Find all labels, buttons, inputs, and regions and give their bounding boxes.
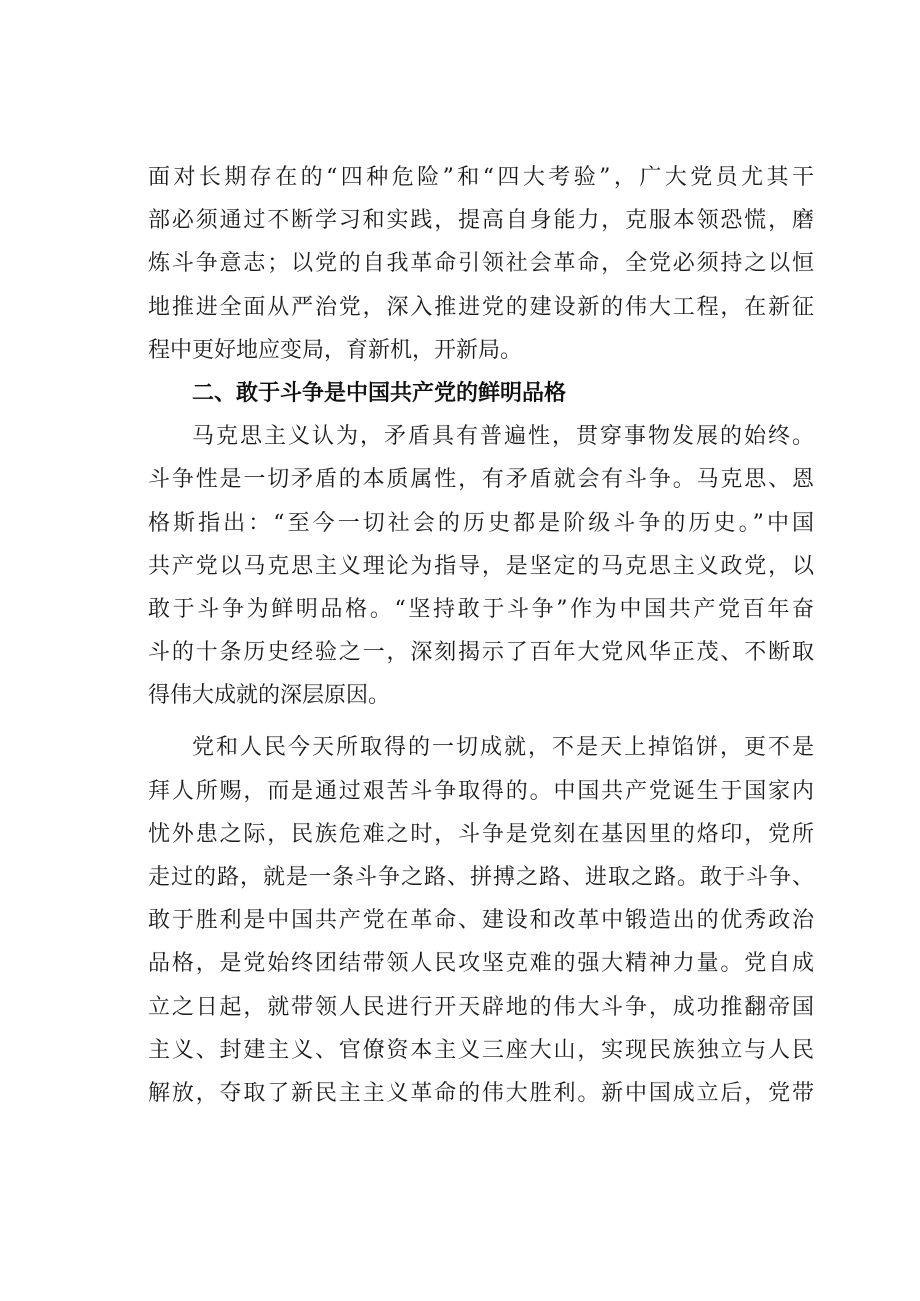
text-line: 斗的十条历史经验之一，深刻揭示了百年大党风华正茂、不断取	[148, 640, 814, 666]
text-line: 敢于斗争为鲜明品格。“坚持敢于斗争”作为中国共产党百年奋	[148, 596, 814, 622]
text-line: 共产党以马克思主义理论为指导，是坚定的马克思主义政党，以	[148, 553, 814, 579]
text-line: 敢于胜利是中国共产党在革命、建设和改革中锻造出的优秀政治	[148, 908, 814, 934]
text-line: 忧外患之际，民族危难之时，斗争是党刻在基因里的烙印，党所	[148, 821, 814, 847]
text-line: 解放，夺取了新民主主义革命的伟大胜利。新中国成立后，党带	[148, 1080, 814, 1106]
text-line: 斗争性是一切矛盾的本质属性，有矛盾就会有斗争。马克思、恩	[148, 467, 814, 493]
text-line: 地推进全面从严治党，深入推进党的建设新的伟大工程，在新征	[148, 294, 814, 320]
text-line: 党和人民今天所取得的一切成就，不是天上掉馅饼，更不是	[192, 735, 814, 761]
section-heading: 二、敢于斗争是中国共产党的鲜明品格	[192, 380, 567, 406]
text-line: 格斯指出：“至今一切社会的历史都是阶级斗争的历史。”中国	[148, 510, 814, 536]
text-line: 得伟大成就的深层原因。	[148, 683, 391, 709]
text-line: 立之日起，就带领人民进行开天辟地的伟大斗争，成功推翻帝国	[148, 994, 814, 1020]
document-body	[148, 156, 814, 1115]
text-line: 炼斗争意志；以党的自我革命引领社会革命，全党必须持之以恒	[148, 251, 814, 277]
text-line: 拜人所赐，而是通过艰苦斗争取得的。中国共产党诞生于国家内	[148, 778, 814, 804]
text-line: 品格，是党始终团结带领人民攻坚克难的强大精神力量。党自成	[148, 951, 814, 977]
paragraph-2	[148, 726, 814, 1115]
text-line: 马克思主义认为，矛盾具有普遍性，贯穿事物发展的始终。	[192, 424, 814, 450]
text-line: 走过的路，就是一条斗争之路、拼搏之路、进取之路。敢于斗争、	[148, 865, 814, 890]
text-line: 面对长期存在的“四种危险”和“四大考验”，广大党员尤其干	[148, 165, 814, 190]
paragraph-1	[148, 415, 814, 717]
text-line: 主义、封建主义、官僚资本主义三座大山，实现民族独立与人民	[148, 1037, 814, 1063]
intro-paragraph	[148, 156, 814, 372]
paragraph-gap	[148, 717, 814, 726]
text-line: 程中更好地应变局，育新机，开新局。	[148, 337, 523, 363]
text-line: 部必须通过不断学习和实践，提高自身能力，克服本领恐慌，磨	[148, 208, 814, 234]
